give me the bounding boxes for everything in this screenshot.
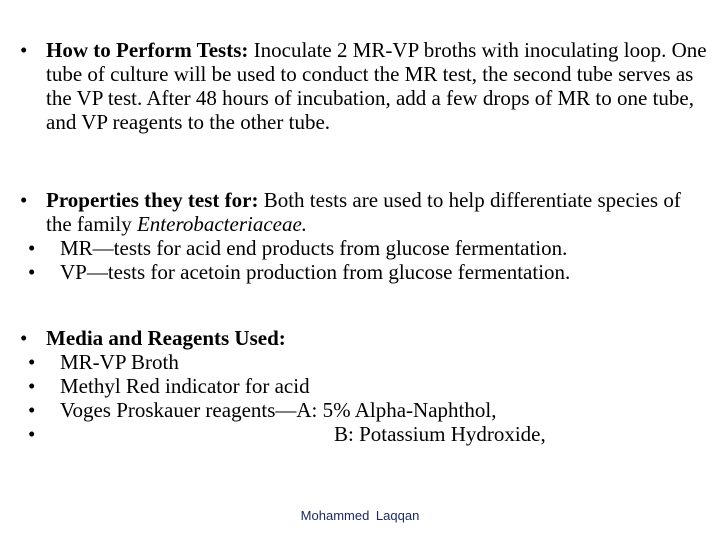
section-properties: [20, 188, 710, 284]
bullet-dot: •: [28, 236, 36, 260]
bullet-item: [20, 326, 710, 350]
sub-list-item: [26, 236, 710, 260]
section-media-reagents: [20, 326, 710, 446]
sub-item-text: MR-VP Broth: [60, 350, 179, 374]
section-heading: Properties they test for:: [46, 188, 259, 212]
section-heading: Media and Reagents Used:: [46, 326, 286, 350]
bullet-dot: •: [28, 374, 36, 398]
properties-sub-list: [20, 236, 710, 284]
sub-list-item: [26, 350, 710, 374]
sub-item-text: B: Potassium Hydroxide,: [334, 422, 546, 446]
section-how-to-perform: [20, 38, 710, 134]
sub-list-item: [26, 398, 710, 422]
bullet-dot: •: [28, 260, 36, 284]
section-body: Inoculate 2 MR-VP broths with inoculating loop. One tube of culture will be used to conduct the MR test, the second tube serves as the VP test. After 48 hours of incubation, add a few drops of MR to one tube, and VP reagents to the other tube.: [46, 38, 707, 134]
bullet-dot: •: [20, 326, 28, 350]
sub-item-text: Methyl Red indicator for acid: [60, 374, 310, 398]
bullet-dot: •: [28, 398, 36, 422]
bullet-item: [20, 38, 710, 134]
footer-author: Mohammed Laqqan: [300, 508, 420, 523]
family-name: Enterobacteriaceae.: [136, 212, 308, 236]
media-sub-list: [20, 350, 710, 446]
section-body: Both tests are used to help differentiate species of the family: [46, 188, 681, 236]
sub-list-item: [26, 374, 710, 398]
bullet-dot: •: [20, 38, 28, 62]
bullet-item: [20, 188, 710, 236]
sub-item-text: Voges Proskauer reagents—A: 5% Alpha-Naphthol,: [60, 398, 497, 422]
bullet-dot: •: [28, 422, 36, 446]
sub-item-text: MR—tests for acid end products from glucose fermentation.: [60, 236, 568, 260]
section-heading: How to Perform Tests:: [46, 38, 249, 62]
bullet-dot: •: [20, 188, 28, 212]
sub-item-text: VP—tests for acetoin production from glucose fermentation.: [60, 260, 571, 284]
bullet-dot: •: [28, 350, 36, 374]
sub-list-item: [26, 260, 710, 284]
sub-list-item: [26, 422, 710, 446]
